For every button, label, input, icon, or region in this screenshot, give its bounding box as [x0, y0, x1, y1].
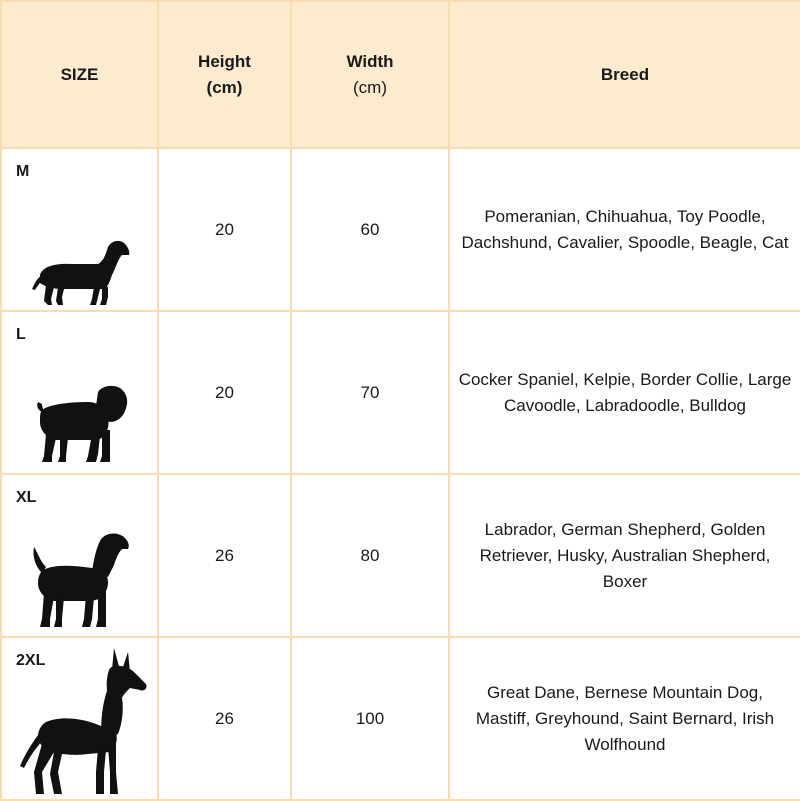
size-cell [1, 148, 158, 311]
header-width-unit: (cm) [353, 77, 387, 97]
header-width-label: Width [346, 51, 394, 71]
breed-cell: Pomeranian, Chihuahua, Toy Poodle, Dachshund, Cavalier, Spoodle, Beagle, Cat [449, 148, 800, 311]
breed-cell: Cocker Spaniel, Kelpie, Border Collie, Large Cavoodle, Labradoodle, Bulldog [449, 311, 800, 474]
bulldog-silhouette-icon [36, 384, 130, 464]
header-width [291, 1, 449, 148]
size-label: XL [16, 489, 37, 506]
size-cell [1, 637, 158, 800]
size-cell [1, 474, 158, 637]
height-cell: 26 [158, 637, 291, 800]
breed-cell: Labrador, German Shepherd, Golden Retriever, Husky, Australian Shepherd, Boxer [449, 474, 800, 637]
table-row [1, 474, 800, 637]
height-cell: 26 [158, 474, 291, 637]
table-row [1, 148, 800, 311]
header-row [1, 1, 800, 148]
header-size: SIZE [1, 1, 158, 148]
header-breed: Breed [449, 1, 800, 148]
size-label: L [16, 326, 26, 343]
size-label: M [16, 163, 30, 180]
size-label: 2XL [16, 652, 46, 669]
table-row [1, 311, 800, 474]
dachshund-silhouette-icon [32, 239, 134, 307]
width-cell: 70 [291, 311, 449, 474]
great-dane-silhouette-icon [16, 648, 150, 798]
header-height-label: Height [198, 51, 251, 71]
breed-cell: Great Dane, Bernese Mountain Dog, Mastiff, Greyhound, Saint Bernard, Irish Wolfhound [449, 637, 800, 800]
table-row [1, 637, 800, 800]
width-cell: 60 [291, 148, 449, 311]
header-height [158, 1, 291, 148]
width-cell: 80 [291, 474, 449, 637]
height-cell: 20 [158, 311, 291, 474]
header-height-unit: (cm) [206, 77, 243, 97]
width-cell: 100 [291, 637, 449, 800]
size-cell [1, 311, 158, 474]
height-cell: 20 [158, 148, 291, 311]
retriever-silhouette-icon [28, 531, 132, 629]
